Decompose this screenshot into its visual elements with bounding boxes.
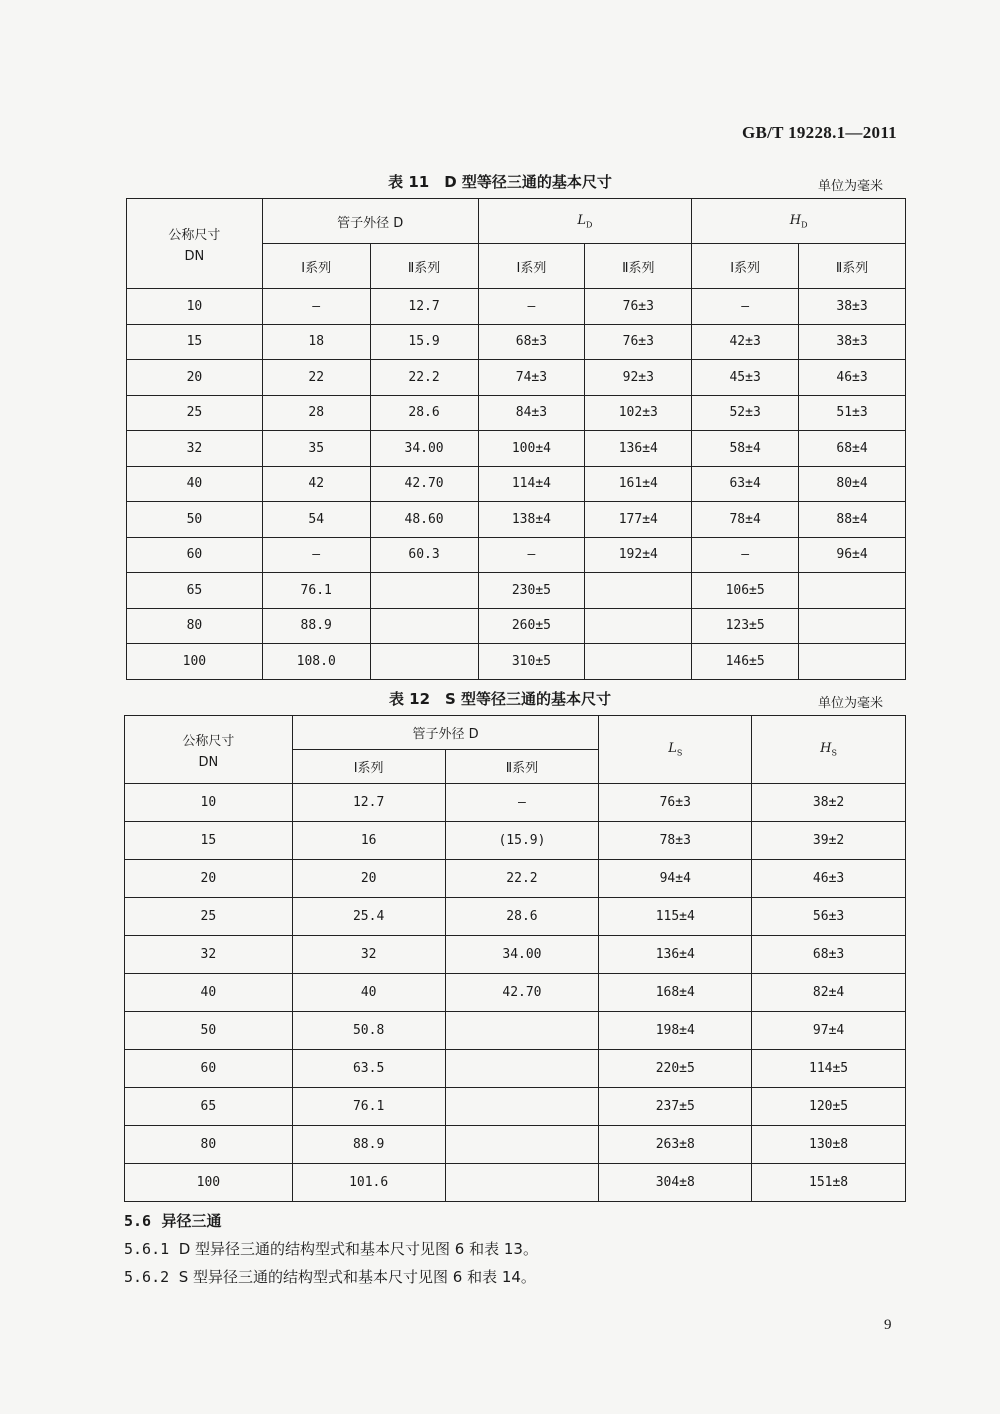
table-cell: 151±8 [752, 1164, 906, 1202]
section-5-6-2-text: S 型异径三通的结构型式和基本尺寸见图 6 和表 14。 [178, 1268, 536, 1286]
table-cell: — [478, 537, 585, 573]
table-cell [370, 573, 478, 609]
table11-caption: 表 11 D 型等径三通的基本尺寸 [388, 173, 612, 191]
table11-dn-label: 公称尺寸 [168, 227, 221, 243]
table-row [125, 898, 906, 936]
table-cell: 88.9 [292, 1126, 445, 1164]
section-5-6-heading [124, 1210, 222, 1231]
table-cell: 42.70 [370, 466, 478, 502]
table-cell: 97±4 [752, 1012, 906, 1050]
table-cell: 177±4 [585, 502, 692, 538]
table12-body [125, 784, 906, 1202]
table11-outer-diameter-header: 管子外径 D [262, 199, 478, 244]
table-row [125, 936, 906, 974]
section-5-6-2 [124, 1266, 536, 1287]
table-row [127, 395, 906, 431]
table-cell [445, 1164, 599, 1202]
table-cell: 108.0 [262, 644, 370, 680]
table-cell: 96±4 [799, 537, 906, 573]
table-cell: 80±4 [799, 466, 906, 502]
table-cell: 94±4 [599, 860, 752, 898]
table-cell: 260±5 [478, 608, 585, 644]
table-cell: 76.1 [292, 1088, 445, 1126]
section-5-6-1-number: 5.6.1 [124, 1240, 170, 1258]
table-cell [585, 608, 692, 644]
table12-hs-symbol: H [820, 741, 832, 757]
table-cell: 32 [292, 936, 445, 974]
table-row [127, 289, 906, 325]
table-cell: 38±3 [799, 324, 906, 360]
table11-ld-series2: Ⅱ系列 [585, 244, 692, 289]
table-cell: 15.9 [370, 324, 478, 360]
dn-cell: 20 [127, 360, 263, 396]
table-cell: 130±8 [752, 1126, 906, 1164]
table12-hs-subscript: S [831, 748, 837, 758]
table-row [127, 573, 906, 609]
dn-cell: 10 [127, 289, 263, 325]
table-cell: 120±5 [752, 1088, 906, 1126]
dn-cell: 32 [127, 431, 263, 467]
table-cell: 78±4 [692, 502, 799, 538]
dn-cell: 40 [127, 466, 263, 502]
table12-d-series1: Ⅰ系列 [292, 750, 445, 784]
table-cell: 102±3 [585, 395, 692, 431]
table-cell: 136±4 [599, 936, 752, 974]
table12-ls-header [599, 716, 752, 784]
table-row [125, 822, 906, 860]
table-row [127, 431, 906, 467]
table-cell: 161±4 [585, 466, 692, 502]
table11-hd-header [692, 199, 906, 244]
table-row [127, 608, 906, 644]
section-5-6-title: 异径三通 [161, 1212, 222, 1230]
dn-cell: 32 [125, 936, 293, 974]
table-cell [370, 644, 478, 680]
table-cell: 138±4 [478, 502, 585, 538]
table-cell: 114±5 [752, 1050, 906, 1088]
table-cell: 304±8 [599, 1164, 752, 1202]
table-cell: 68±3 [752, 936, 906, 974]
dn-cell: 80 [127, 608, 263, 644]
table-cell: 48.60 [370, 502, 478, 538]
table-row [127, 537, 906, 573]
dn-cell: 10 [125, 784, 293, 822]
table-cell [799, 644, 906, 680]
table-row [125, 1126, 906, 1164]
section-5-6-1 [124, 1238, 538, 1259]
table-cell: 58±4 [692, 431, 799, 467]
table-cell: 12.7 [370, 289, 478, 325]
table-cell: 115±4 [599, 898, 752, 936]
table-cell: 76±3 [599, 784, 752, 822]
table11-ld-subscript: D [585, 220, 593, 230]
table-cell: 106±5 [692, 573, 799, 609]
table-cell: 12.7 [292, 784, 445, 822]
table-cell: 46±3 [799, 360, 906, 396]
table-cell: 198±4 [599, 1012, 752, 1050]
table11-ld-series1: Ⅰ系列 [478, 244, 585, 289]
table-cell [445, 1126, 599, 1164]
table-cell: — [445, 784, 599, 822]
table-cell: 34.00 [370, 431, 478, 467]
table-cell: 20 [292, 860, 445, 898]
dn-cell: 65 [125, 1088, 293, 1126]
table-cell: 22.2 [370, 360, 478, 396]
table-cell: 34.00 [445, 936, 599, 974]
section-5-6-number: 5.6 [124, 1212, 152, 1230]
section-5-6-2-number: 5.6.2 [124, 1268, 170, 1286]
dn-cell: 100 [127, 644, 263, 680]
table-cell: 18 [262, 324, 370, 360]
table-row [125, 1088, 906, 1126]
table-cell: 220±5 [599, 1050, 752, 1088]
table12-d-series2: Ⅱ系列 [445, 750, 599, 784]
dn-cell: 20 [125, 860, 293, 898]
table11-unit: 单位为毫米 [818, 179, 884, 194]
dn-cell: 60 [125, 1050, 293, 1088]
table12-dn-unit: DN [198, 754, 219, 770]
table-cell: 192±4 [585, 537, 692, 573]
table-cell: 16 [292, 822, 445, 860]
table11-dn-unit: DN [184, 248, 205, 264]
table-cell: 76±3 [585, 324, 692, 360]
table-cell: 68±4 [799, 431, 906, 467]
table-cell: 88±4 [799, 502, 906, 538]
table12-ls-subscript: S [676, 748, 683, 758]
table12-caption: 表 12 S 型等径三通的基本尺寸 [388, 690, 612, 708]
table-cell [585, 644, 692, 680]
page-number: 9 [884, 1317, 892, 1333]
table-cell: 42 [262, 466, 370, 502]
table-cell: 28 [262, 395, 370, 431]
table-cell: 100±4 [478, 431, 585, 467]
table-cell: 22 [262, 360, 370, 396]
table-cell: 39±2 [752, 822, 906, 860]
table-row [125, 1050, 906, 1088]
table11-dn-header [127, 199, 263, 289]
table-cell: 168±4 [599, 974, 752, 1012]
table-row [127, 360, 906, 396]
table-cell: 146±5 [692, 644, 799, 680]
table11-d-series2: Ⅱ系列 [370, 244, 478, 289]
table-cell [799, 608, 906, 644]
table-cell: 51±3 [799, 395, 906, 431]
table-cell [799, 573, 906, 609]
table-cell: 68±3 [478, 324, 585, 360]
table11-hd-series2: Ⅱ系列 [799, 244, 906, 289]
table-cell: 74±3 [478, 360, 585, 396]
table-cell: 114±4 [478, 466, 585, 502]
table11 [126, 198, 906, 680]
table-cell: 88.9 [262, 608, 370, 644]
table-cell: 101.6 [292, 1164, 445, 1202]
section-5-6-1-text: D 型异径三通的结构型式和基本尺寸见图 6 和表 13。 [178, 1240, 538, 1258]
standard-code: GB/T 19228.1—2011 [742, 123, 897, 142]
table-cell: 63±4 [692, 466, 799, 502]
table-cell: 22.2 [445, 860, 599, 898]
table-cell [370, 608, 478, 644]
dn-cell: 50 [125, 1012, 293, 1050]
table-cell: 25.4 [292, 898, 445, 936]
table11-d-series1: Ⅰ系列 [262, 244, 370, 289]
table-row [125, 974, 906, 1012]
table11-ld-header [478, 199, 692, 244]
table11-hd-subscript: D [801, 220, 808, 230]
table-cell: 42±3 [692, 324, 799, 360]
table-cell: 84±3 [478, 395, 585, 431]
table12-ls-symbol: L [668, 741, 677, 757]
table-cell [445, 1050, 599, 1088]
dn-cell: 40 [125, 974, 293, 1012]
table12-unit: 单位为毫米 [818, 696, 884, 711]
table-row [127, 644, 906, 680]
table-cell: 82±4 [752, 974, 906, 1012]
table-cell: 42.70 [445, 974, 599, 1012]
dn-cell: 65 [127, 573, 263, 609]
table11-hd-series1: Ⅰ系列 [692, 244, 799, 289]
table-cell: 230±5 [478, 573, 585, 609]
table-cell: 237±5 [599, 1088, 752, 1126]
table-cell: 45±3 [692, 360, 799, 396]
table-cell: 76±3 [585, 289, 692, 325]
dn-cell: 100 [125, 1164, 293, 1202]
dn-cell: 15 [127, 324, 263, 360]
table-cell: 52±3 [692, 395, 799, 431]
table-cell: 78±3 [599, 822, 752, 860]
table12-hs-header [752, 716, 906, 784]
table-cell: 76.1 [262, 573, 370, 609]
table-cell: 50.8 [292, 1012, 445, 1050]
table-cell: 92±3 [585, 360, 692, 396]
table-cell: 60.3 [370, 537, 478, 573]
table-row [127, 502, 906, 538]
table12-outer-diameter-header: 管子外径 D [292, 716, 599, 750]
table-cell: — [692, 289, 799, 325]
table-cell: 136±4 [585, 431, 692, 467]
table-cell: 40 [292, 974, 445, 1012]
table-cell: — [262, 289, 370, 325]
table-cell: 38±2 [752, 784, 906, 822]
table12 [124, 715, 906, 1202]
dn-cell: 50 [127, 502, 263, 538]
table-cell: 46±3 [752, 860, 906, 898]
table-cell: — [692, 537, 799, 573]
dn-cell: 25 [127, 395, 263, 431]
table-cell: 263±8 [599, 1126, 752, 1164]
table-cell: 310±5 [478, 644, 585, 680]
table-row [127, 466, 906, 502]
table11-ld-symbol: L [577, 212, 586, 228]
table-cell: — [262, 537, 370, 573]
table-cell: (15.9) [445, 822, 599, 860]
table-row [125, 1012, 906, 1050]
table-row [125, 1164, 906, 1202]
table-cell: 35 [262, 431, 370, 467]
table11-body [127, 289, 906, 680]
dn-cell: 80 [125, 1126, 293, 1164]
table-cell: 38±3 [799, 289, 906, 325]
table-cell [585, 573, 692, 609]
table-row [125, 784, 906, 822]
table-cell: 28.6 [370, 395, 478, 431]
table12-dn-header [125, 716, 293, 784]
table-row [125, 860, 906, 898]
table-cell: 56±3 [752, 898, 906, 936]
table-cell [445, 1012, 599, 1050]
table-cell: 28.6 [445, 898, 599, 936]
table-cell: 54 [262, 502, 370, 538]
table12-dn-label: 公称尺寸 [182, 733, 235, 749]
table-cell: — [478, 289, 585, 325]
table-cell: 63.5 [292, 1050, 445, 1088]
table11-hd-symbol: H [789, 212, 802, 228]
table-cell: 123±5 [692, 608, 799, 644]
dn-cell: 25 [125, 898, 293, 936]
table-cell [445, 1088, 599, 1126]
dn-cell: 15 [125, 822, 293, 860]
table-row [127, 324, 906, 360]
dn-cell: 60 [127, 537, 263, 573]
